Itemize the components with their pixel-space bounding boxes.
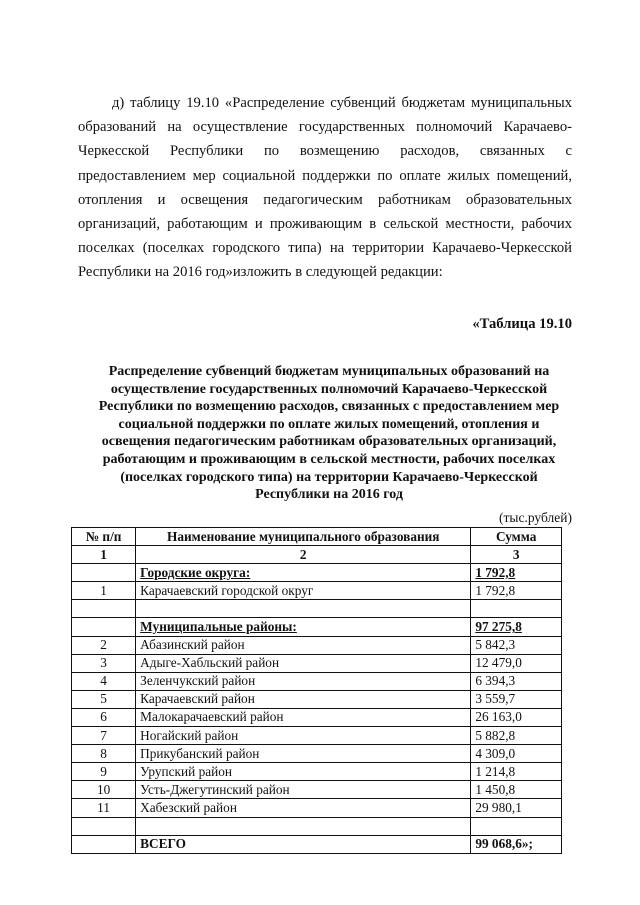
table-row: 4 Зеленчукский район 6 394,3 [72,672,562,690]
subsidy-table [71,527,562,854]
colnum-2: 2 [136,546,471,564]
table-row: 9 Урупский район 1 214,8 [72,763,562,781]
table-row: 1 Карачаевский городской округ 1 792,8 [72,582,562,600]
table-row: 10 Усть-Джегутинский район 1 450,8 [72,781,562,799]
table-row: 5 Карачаевский район 3 559,7 [72,690,562,708]
blank-row [72,600,562,618]
colnum-1: 1 [72,546,136,564]
header-name: Наименование муниципального образования [136,528,471,546]
city-section-label: Городские округа: [136,564,471,582]
header-sum: Сумма [471,528,562,546]
table-title: Распределение субвенций бюджетам муниципальных образований на осуществление государственных полномочий Карачаево-Черкесской Республики по возмещению расходов, связанных с предоставлением мер социальной поддержки по оплате жилых помещений, отопления и освещения педагогическим работникам образовательных организаций, работающим и проживающим в сельской местности, рабочих поселках (поселках городского типа) на территории Карачаево-Черкесской Республики на 2016 год [98,364,560,503]
colnum-3: 3 [471,546,562,564]
intro-first-line: д) таблицу 19.10 «Распределение субвенций бюджетам муниципальных [112,95,572,111]
district-section-label: Муниципальные районы: [136,618,471,636]
city-section-row [72,564,562,582]
city-section-total: 1 792,8 [471,564,562,582]
column-number-row [72,546,562,564]
units-label: (тыс.рублей) [499,510,572,525]
total-row [72,835,562,853]
table-row: 6 Малокарачаевский район 26 163,0 [72,708,562,726]
table-row: 11 Хабезский район 29 980,1 [72,799,562,817]
blank-row [72,817,562,835]
total-sum: 99 068,6»; [471,835,562,853]
intro-rest: образований на осуществление государственных полномочий Карачаево-Черкесской Республики по возмещению расходов, связанных с предоставлением мер социальной поддержки по оплате жилых помещений, отопления и освещения педагогическим работникам образовательных организаций, работающим и проживающим в сельской местности, рабочих поселках (поселках городского типа) на территории Карачаево-Черкесской Республики на 2016 год»изложить в следующей редакции: [78,119,572,281]
district-section-total: 97 275,8 [471,618,562,636]
header-num: № п/п [72,528,136,546]
table-row: 3 Адыге-Хабльский район 12 479,0 [72,654,562,672]
table-header-row [72,528,562,546]
table-row: 7 Ногайский район 5 882,8 [72,727,562,745]
total-label: ВСЕГО [136,835,471,853]
table-row: 8 Прикубанский район 4 309,0 [72,745,562,763]
intro-paragraph [78,91,572,285]
table-row: 2 Абазинский район 5 842,3 [72,636,562,654]
district-section-row [72,618,562,636]
table-label: «Таблица 19.10 [472,316,572,332]
